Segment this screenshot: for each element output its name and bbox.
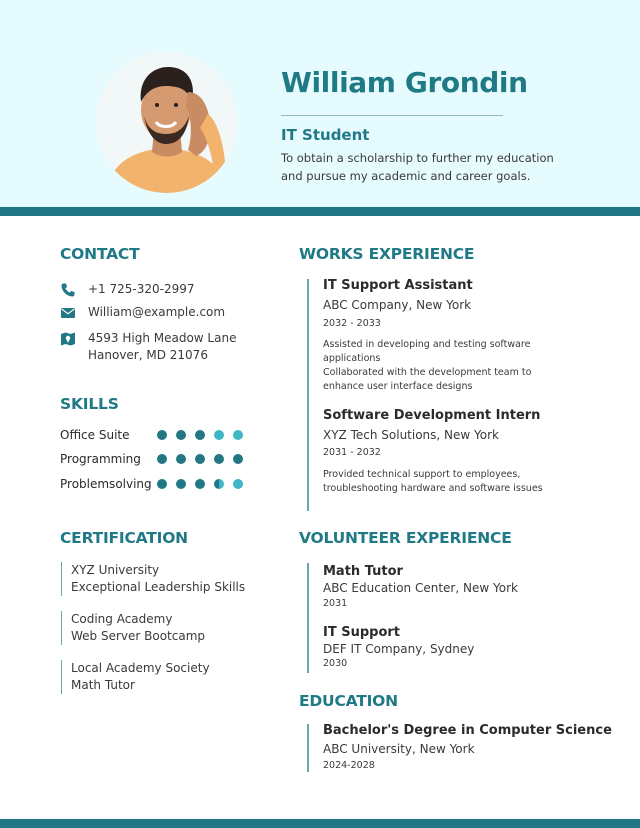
skill-dot (157, 454, 167, 464)
job-description (323, 338, 543, 394)
job-description (323, 468, 543, 496)
volunteer-date: 2030 (323, 658, 348, 669)
certification-item (61, 611, 205, 645)
certification-title: CERTIFICATION (60, 529, 188, 547)
job-date: 2031 - 2032 (323, 447, 381, 458)
contact-phone (60, 281, 195, 298)
skill-dot (176, 454, 186, 464)
skill-dot (157, 479, 167, 489)
job-org: XYZ Tech Solutions, New York (323, 428, 499, 442)
map-icon (60, 331, 76, 347)
skills-title: SKILLS (60, 395, 119, 413)
job-org: ABC Company, New York (323, 298, 472, 312)
cert-name: Exceptional Leadership Skills (71, 580, 246, 594)
footer-band (0, 819, 640, 828)
profile-photo (96, 52, 237, 193)
job-title: Software Development Intern (323, 408, 541, 423)
skill-dot (195, 479, 205, 489)
skill-dot (214, 430, 224, 440)
skill-dot (214, 454, 224, 464)
skill-dot (214, 479, 224, 489)
contact-address (60, 330, 236, 364)
job-desc-line: Collaborated with the development team to enhance user interface designs (323, 367, 532, 392)
header-band (0, 207, 640, 216)
certification-item (61, 562, 245, 596)
volunteer-org: DEF IT Company, Sydney (323, 642, 475, 656)
volunteer-title: VOLUNTEER EXPERIENCE (299, 529, 512, 547)
education-title: EDUCATION (299, 692, 398, 710)
phone-text: +1 725-320-2997 (88, 282, 195, 296)
skill-dot (233, 454, 243, 464)
volunteer-role: Math Tutor (323, 564, 403, 579)
skill-label: Programming (60, 452, 141, 466)
contact-title: CONTACT (60, 245, 140, 263)
education-timeline (307, 724, 309, 772)
certification-item (61, 660, 210, 694)
volunteer-date: 2031 (323, 598, 348, 609)
skill-rating (157, 430, 252, 440)
volunteer-role: IT Support (323, 625, 401, 640)
skill-dot (233, 430, 243, 440)
job-desc-line: Assisted in developing and testing software applications (323, 339, 531, 364)
volunteer-timeline (307, 563, 309, 673)
name-divider (281, 115, 503, 116)
cert-name: Math Tutor (71, 678, 135, 692)
volunteer-org: ABC Education Center, New York (323, 581, 518, 595)
degree-title: Bachelor's Degree in Computer Science (323, 723, 612, 738)
education-date: 2024-2028 (323, 760, 375, 771)
person-illustration (96, 52, 237, 193)
skill-dot (176, 479, 186, 489)
skill-dot (233, 479, 243, 489)
candidate-role: IT Student (281, 126, 370, 144)
cert-institution: XYZ University (71, 563, 160, 577)
cert-institution: Coding Academy (71, 612, 173, 626)
skill-rating (157, 454, 252, 464)
skill-dot (176, 430, 186, 440)
header (0, 0, 640, 207)
objective-text: To obtain a scholarship to further my education and pursue my academic and career goals. (281, 151, 554, 183)
contact-email (60, 304, 225, 321)
email-text: William@example.com (88, 305, 226, 319)
address-line-2: Hanover, MD 21076 (88, 348, 208, 362)
phone-icon (60, 282, 76, 298)
address-line-1: 4593 High Meadow Lane (88, 331, 237, 345)
skill-label: Office Suite (60, 428, 130, 442)
address-text (88, 330, 236, 364)
mail-icon (60, 305, 76, 321)
skill-dot (195, 454, 205, 464)
skill-label: Problemsolving (60, 477, 152, 491)
works-timeline (307, 279, 309, 511)
cert-name: Web Server Bootcamp (71, 629, 206, 643)
candidate-name: William Grondin (281, 66, 528, 99)
skill-rating (157, 479, 252, 489)
skill-dot (195, 430, 205, 440)
job-desc-line: Provided technical support to employees, troubleshooting hardware and software issues (323, 469, 543, 494)
job-date: 2032 - 2033 (323, 318, 381, 329)
university-name: ABC University, New York (323, 742, 475, 756)
cert-institution: Local Academy Society (71, 661, 210, 675)
job-title: IT Support Assistant (323, 278, 473, 293)
works-title: WORKS EXPERIENCE (299, 245, 475, 263)
skill-dot (157, 430, 167, 440)
